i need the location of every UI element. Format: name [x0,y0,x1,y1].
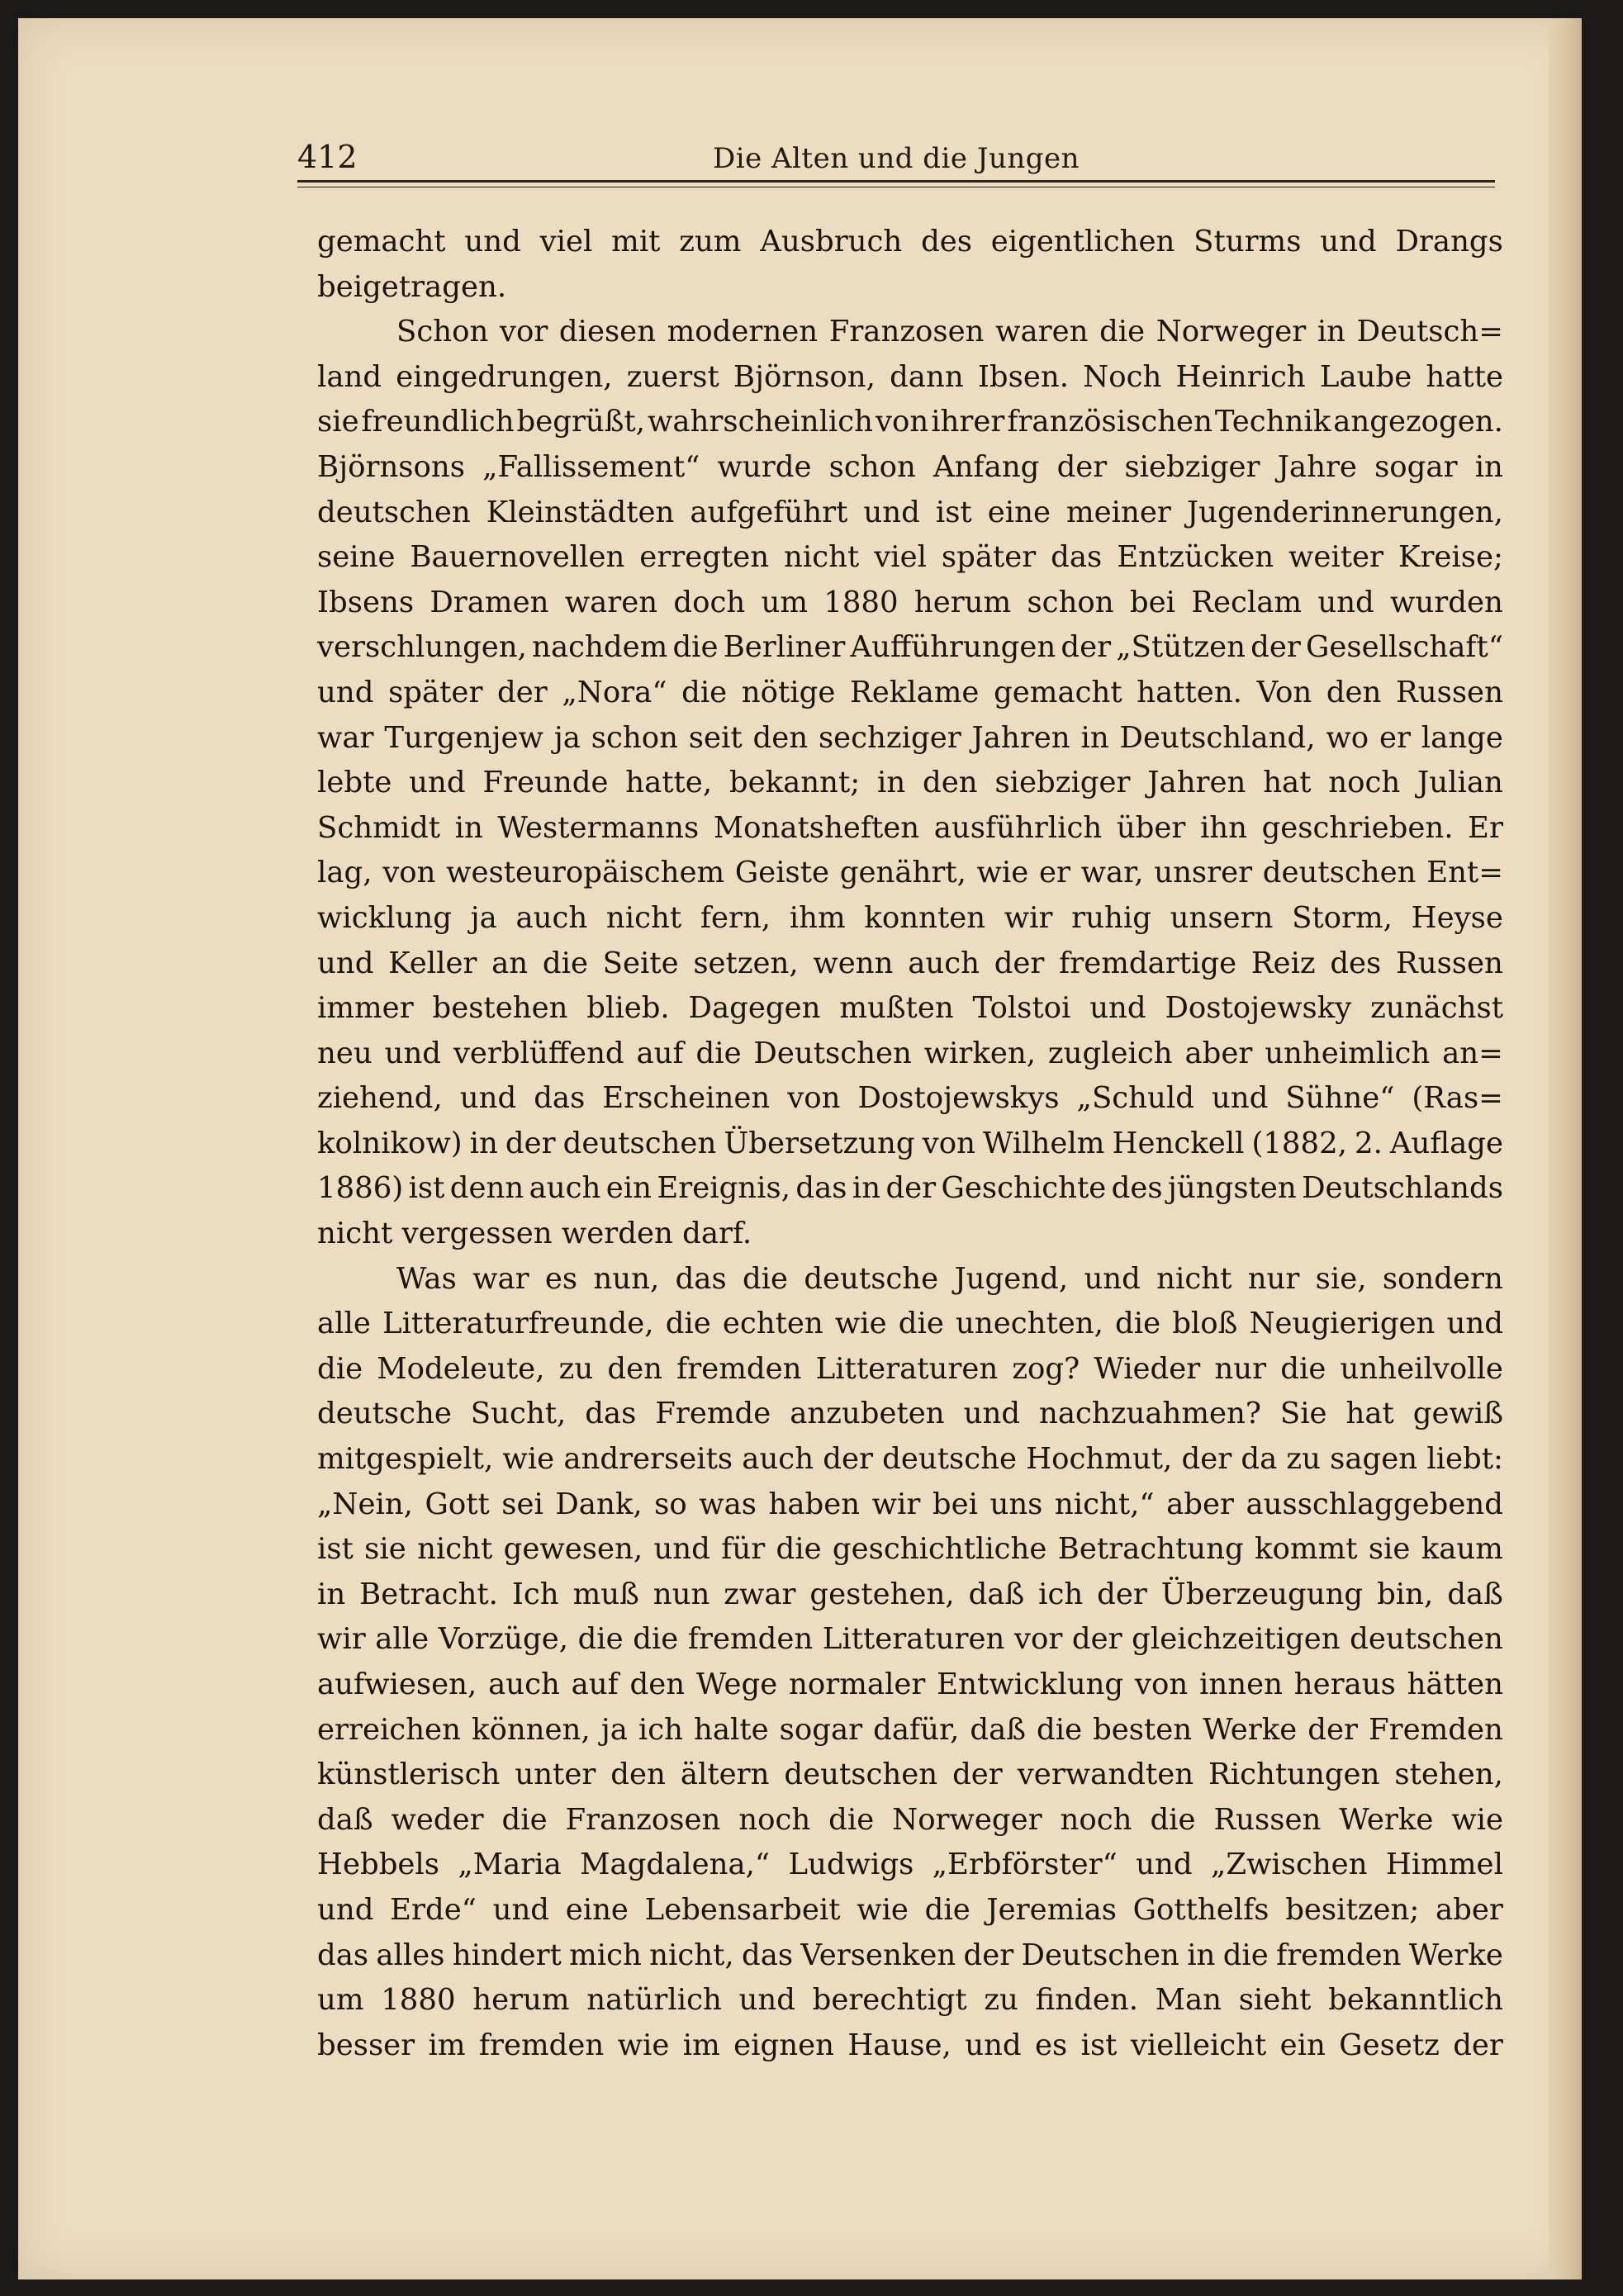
text-line: neu und verblüffend auf die Deutschen wirken, zugleich aber unheimlich an= [317,1036,1503,1070]
text-line: daß weder die Franzosen noch die Norweger noch die Russen Werke wie [317,1802,1503,1837]
text-line: und Erde“ und eine Lebensarbeit wie die Jeremias Gotthelfs besitzen; aber [317,1892,1503,1927]
text-line: ziehend, und das Erscheinen von Dostojewskys „Schuld und Sühne“ (Ras= [317,1081,1503,1116]
text-line: beigetragen. [317,269,507,304]
text-line: sie freundlich begrüßt, wahrscheinlich von ihrer französischen Technik angezogen. [317,405,1503,439]
text-line: Schmidt in Westermanns Monatsheften ausführlich über ihn geschrieben. Er [317,810,1503,845]
text-line: wir alle Vorzüge, die die fremden Litteraturen vor der gleichzeitigen deutschen [317,1622,1503,1657]
page-header [297,132,1495,182]
text-line: und Keller an die Seite setzen, wenn auch der fremdartige Reiz des Russen [317,946,1503,980]
text-line: künstlerisch unter den ältern deutschen der verwandten Richtungen stehen, [317,1758,1503,1792]
text-line: um 1880 herum natürlich und berechtigt zu finden. Man sieht bekanntlich [317,1983,1503,2018]
text-line: wicklung ja auch nicht fern, ihm konnten wir ruhig unsern Storm, Heyse [317,900,1503,935]
text-line: lag, von westeuropäischem Geiste genährt, wie er war, unsrer deutschen Ent= [317,856,1503,890]
text-line: „Nein, Gott sei Dank, so was haben wir bei uns nicht,“ aber ausschlaggebend [317,1487,1503,1521]
text-line: Was war es nun, das die deutsche Jugend, und nicht nur sie, sondern [396,1261,1503,1296]
text-line: Schon vor diesen modernen Franzosen waren die Norweger in Deutsch= [396,315,1503,349]
text-line: Ibsens Dramen waren doch um 1880 herum schon bei Reclam und wurden [317,585,1503,619]
page-number: 412 [297,139,358,175]
text-line: aufwiesen, auch auf den Wege normaler Entwicklung von innen heraus hätten [317,1667,1503,1701]
text-line: immer bestehen blieb. Dagegen mußten Tolstoi und Dostojewsky zunächst [317,991,1503,1026]
text-line: in Betracht. Ich muß nun zwar gestehen, daß ich der Überzeugung bin, daß [317,1577,1503,1611]
text-line: deutsche Sucht, das Fremde anzubeten und nachzuahmen? Sie hat gewiß [317,1397,1503,1431]
header-rule [297,180,1495,183]
text-line: die Modeleute, zu den fremden Litteraturen zog? Wieder nur die unheilvolle [317,1351,1503,1386]
text-line: Björnsons „Fallissement“ wurde schon Anfang der siebziger Jahre sogar in [317,449,1503,484]
body-text [317,220,1503,2068]
text-line: lebte und Freunde hatte, bekannt; in den siebziger Jahren hat noch Julian [317,766,1503,800]
text-line: gemacht und viel mit zum Ausbruch des eigentlichen Sturms und Drangs [317,225,1503,259]
text-line: erreichen können, ja ich halte sogar dafür, daß die besten Werke der Fremden [317,1712,1503,1747]
text-line: das alles hindert mich nicht, das Versenken der Deutschen in die fremden Werke [317,1938,1503,1972]
text-line: nicht vergessen werden darf. [317,1217,752,1251]
text-line: besser im fremden wie im eignen Hause, und es ist vielleicht ein Gesetz der [317,2028,1503,2062]
text-line: verschlungen, nachdem die Berliner Aufführungen der „Stützen der Gesellschaft“ [317,630,1503,665]
text-line: Hebbels „Maria Magdalena,“ Ludwigs „Erbförster“ und „Zwischen Himmel [317,1848,1503,1882]
text-line: alle Litteraturfreunde, die echten wie die unechten, die bloß Neugierigen und [317,1307,1503,1341]
text-line: seine Bauernovellen erregten nicht viel später das Entzücken weiter Kreise; [317,540,1503,575]
text-line: deutschen Kleinstädten aufgeführt und ist eine meiner Jugenderinnerungen, [317,495,1503,529]
running-title: Die Alten und die Jungen [712,142,1080,175]
text-line: ist sie nicht gewesen, und für die geschichtliche Betrachtung kommt sie kaum [317,1532,1503,1567]
text-line: 1886) ist denn auch ein Ereignis, das in der Geschichte des jüngsten Deutschlands [317,1171,1503,1206]
text-line: kolnikow) in der deutschen Übersetzung von Wilhelm Henckell (1882, 2. Auflage [317,1126,1503,1160]
text-line: war Turgenjew ja schon seit den sechziger Jahren in Deutschland, wo er lange [317,720,1503,755]
page-edge [1549,18,1582,2279]
text-line: land eingedrungen, zuerst Björnson, dann Ibsen. Noch Heinrich Laube hatte [317,359,1503,394]
text-line: mitgespielt, wie andrerseits auch der deutsche Hochmut, der da zu sagen liebt: [317,1442,1503,1477]
text-line: und später der „Nora“ die nötige Reklame gemacht hatten. Von den Russen [317,675,1503,709]
